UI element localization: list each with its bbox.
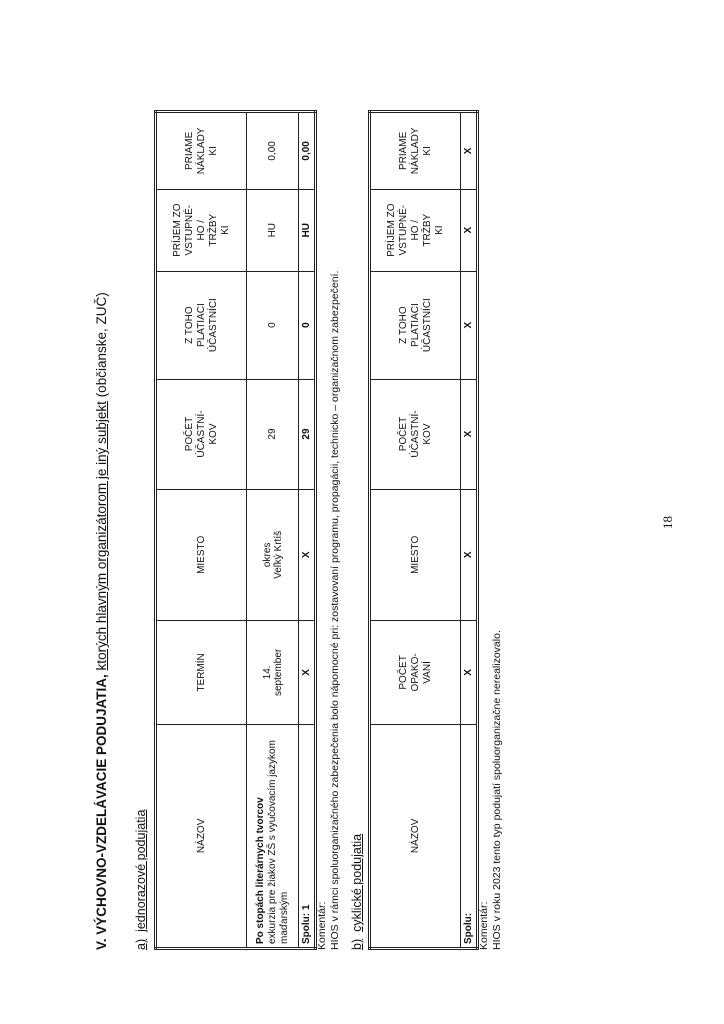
total-opakovani: X <box>461 621 478 725</box>
header-platiaci-ucastnici: Z TOHO PLATIACI ÚČASTNÍCI <box>156 271 247 379</box>
total-naklady: 0,00 <box>299 112 316 190</box>
header-miesto: MIESTO <box>156 489 247 621</box>
comment-a-label: Komentár: <box>316 901 328 950</box>
subsection-b-heading <box>350 834 364 950</box>
cell-platiaci: 0 <box>247 271 299 379</box>
header-pocet-opakovani: POČET OPAKO- VANÍ <box>370 621 461 725</box>
total-platiaci: 0 <box>299 271 316 379</box>
total-miesto: X <box>299 489 316 621</box>
table-a-total-row <box>299 112 316 949</box>
header-platiaci-ucastnici: Z TOHO PLATIACI ÚČASTNÍCI <box>370 271 461 379</box>
header-nazov: NÁZOV <box>370 724 461 948</box>
header-pocet-ucastnikov: POČET ÚČASTNÍ- KOV <box>156 379 247 489</box>
table-a-header-row <box>156 112 247 949</box>
subsection-a-heading <box>134 810 148 950</box>
subsection-b-title: cyklické podujatia <box>350 833 364 932</box>
subsection-a-label: a) <box>134 938 148 950</box>
header-miesto: MIESTO <box>370 489 461 621</box>
comment-b-text: HIOS v roku 2023 tento typ podujatí spoluorganizačne nerealizovalo. <box>491 630 503 950</box>
comment-b <box>478 630 504 950</box>
cell-nazov <box>247 724 299 948</box>
cell-naklady: 0,00 <box>247 112 299 190</box>
comment-a-text: HIOS v rámci spoluorganizačného zabezpečenia bolo nápomocné pri: zostavovaní programu, propagácii, technicko – organizačnom zabezpečení. <box>329 270 341 950</box>
header-nazov: NÁZOV <box>156 724 247 948</box>
cell-miesto: okres Veľký Krtíš <box>247 489 299 621</box>
event-description: exkurzia pre žiakov ZŠ s vyučovacím jazykom maďarským <box>266 740 290 944</box>
event-name: Po stopách literárnych tvorcov <box>254 797 266 944</box>
total-label: Spolu: 1 <box>299 724 316 948</box>
subsection-a-title: jednorazové podujatia <box>134 809 148 932</box>
section-title: V. VÝCHOVNO-VZDELÁVACIE PODUJATIA, <box>94 674 109 950</box>
cell-termin: 14. september <box>247 621 299 725</box>
total-naklady: X <box>461 112 478 190</box>
total-prijem: HU <box>299 189 316 271</box>
cell-pocet: 29 <box>247 379 299 489</box>
total-platiaci: X <box>461 271 478 379</box>
cell-prijem: HU <box>247 189 299 271</box>
total-prijem: X <box>461 189 478 271</box>
page-number: 18 <box>660 516 675 529</box>
header-prijem: PRÍJEM ZO VSTUPNÉ- HO / TRŽBY KI <box>156 189 247 271</box>
total-pocet: 29 <box>299 379 316 489</box>
comment-a <box>316 271 342 950</box>
total-miesto: X <box>461 489 478 621</box>
header-naklady: PRIAME NÁKLADY KI <box>156 112 247 190</box>
total-termin: X <box>299 621 316 725</box>
table-row <box>247 112 299 949</box>
section-title-underlined: ktorých hlavným organizátorom je iný subjekt <box>94 401 109 671</box>
table-b-total-row <box>461 112 478 949</box>
header-termin: TERMÍN <box>156 621 247 725</box>
table-a <box>154 110 317 950</box>
section-title-rest: (občianske, ZUČ) <box>94 292 109 402</box>
header-naklady: PRIAME NÁKLADY KI <box>370 112 461 190</box>
section-heading <box>94 292 109 950</box>
table-b <box>368 110 479 950</box>
total-pocet: X <box>461 379 478 489</box>
subsection-b-label: b) <box>350 938 364 950</box>
header-prijem: PRÍJEM ZO VSTUPNÉ- HO / TRŽBY KI <box>370 189 461 271</box>
header-pocet-ucastnikov: POČET ÚČASTNÍ- KOV <box>370 379 461 489</box>
table-b-header-row <box>370 112 461 949</box>
comment-b-label: Komentár: <box>478 901 490 950</box>
total-label: Spolu: <box>461 724 478 948</box>
